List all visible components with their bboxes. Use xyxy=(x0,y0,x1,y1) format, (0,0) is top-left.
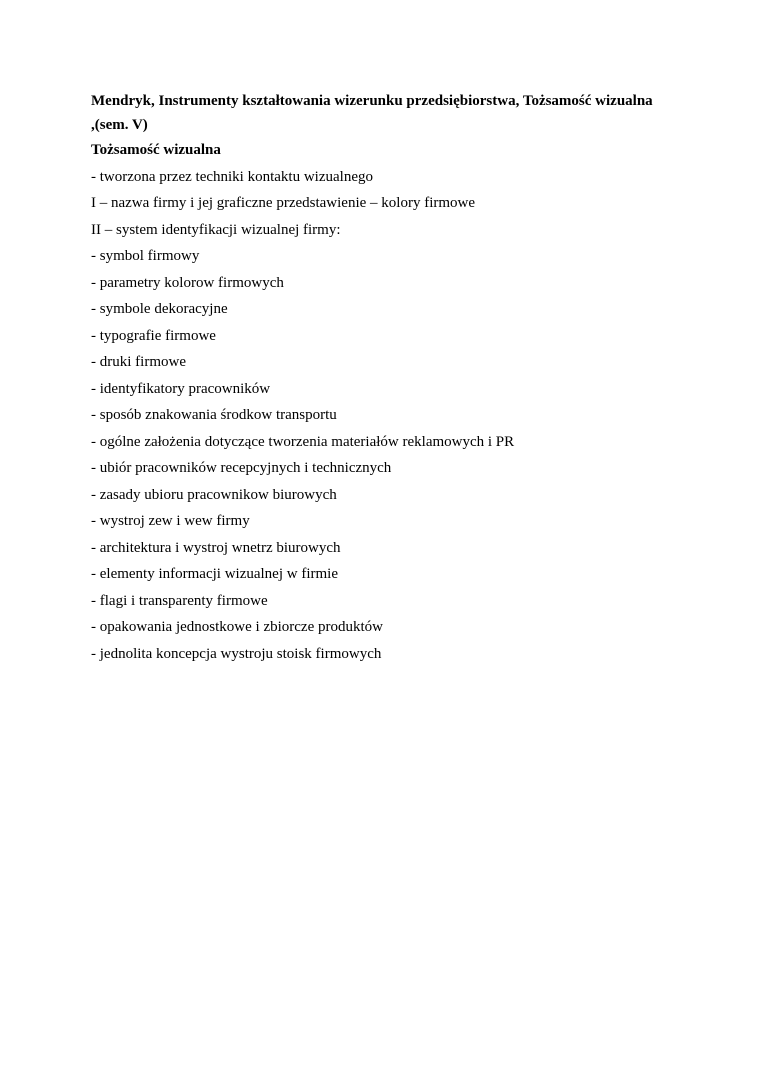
section-1-line: I – nazwa firmy i jej graficzne przedstawienie – kolory firmowe xyxy=(91,195,476,211)
document-title-line-2: ,(sem. V) xyxy=(91,117,148,133)
section-heading: Tożsamość wizualna xyxy=(91,142,221,158)
intro-line: - tworzona przez techniki kontaktu wizualnego xyxy=(91,168,373,185)
list-item: - druki firmowe xyxy=(91,354,186,370)
list-item: - identyfikatory pracowników xyxy=(91,380,271,397)
list-item: - elementy informacji wizualnej w firmie xyxy=(91,566,338,582)
list-item: - parametry kolorow firmowych xyxy=(91,274,284,291)
list-item: - jednolita koncepcja wystroju stoisk firmowych xyxy=(91,645,382,662)
section-2-line: II – system identyfikacji wizualnej firmy: xyxy=(91,221,341,238)
list-item: - typografie firmowe xyxy=(91,327,216,344)
list-item: - ogólne założenia dotyczące tworzenia materiałów reklamowych i PR xyxy=(91,433,515,450)
document-content xyxy=(91,89,691,667)
identification-items-list xyxy=(91,243,691,667)
list-item: - ubiór pracowników recepcyjnych i technicznych xyxy=(91,460,392,476)
document-title-line-1: Mendryk, Instrumenty kształtowania wizerunku przedsiębiorstwa, Tożsamość wizualna xyxy=(91,93,653,109)
list-item: - sposób znakowania środkow transportu xyxy=(91,407,337,423)
list-item: - flagi i transparenty firmowe xyxy=(91,592,268,609)
list-item: - symbole dekoracyjne xyxy=(91,301,228,317)
document-title xyxy=(91,89,691,137)
list-item: - symbol firmowy xyxy=(91,248,200,264)
list-item: - opakowania jednostkowe i zbiorcze produktów xyxy=(91,619,383,635)
list-item: - zasady ubioru pracownikow biurowych xyxy=(91,486,337,503)
list-item: - architektura i wystroj wnetrz biurowych xyxy=(91,539,341,556)
list-item: - wystroj zew i wew firmy xyxy=(91,513,250,529)
